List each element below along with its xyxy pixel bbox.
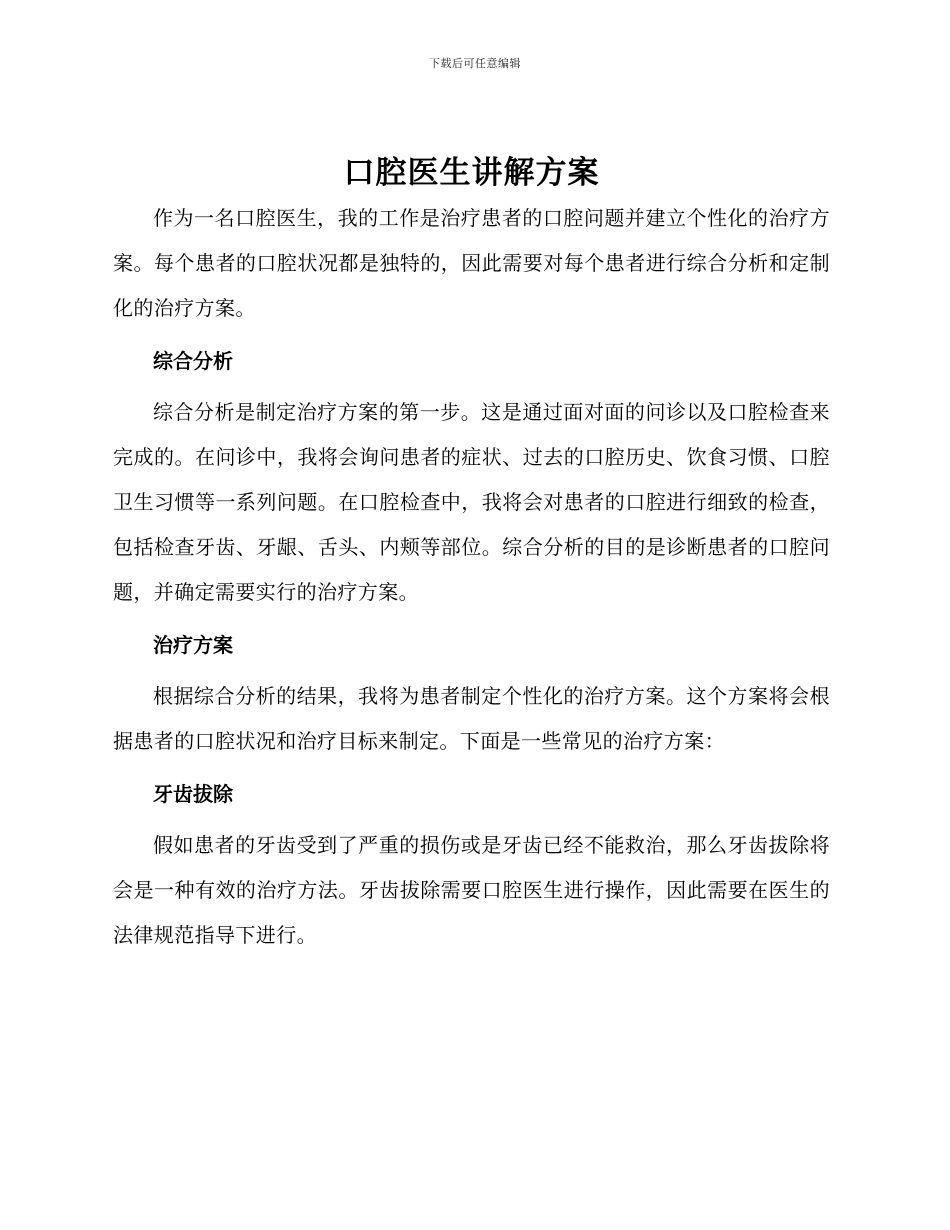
document-body [113, 150, 830, 958]
section-body-tooth-extraction: 假如患者的牙齿受到了严重的损伤或是牙齿已经不能救治，那么牙齿拔除将会是一种有效的治疗方法。牙齿拔除需要口腔医生进行操作，因此需要在医生的法律规范指导下进行。 [113, 833, 830, 947]
section-heading-treatment-plan: 治疗方案 [153, 633, 233, 657]
section-heading-analysis: 综合分析 [153, 349, 233, 373]
running-header: 下载后可任意编辑 [429, 57, 521, 70]
section-body-treatment-plan: 根据综合分析的结果，我将为患者制定个性化的治疗方案。这个方案将会根据患者的口腔状况和治疗目标来制定。下面是一些常见的治疗方案： [113, 684, 830, 753]
document-title: 口腔医生讲解方案 [343, 155, 600, 191]
section-heading-tooth-extraction: 牙齿拔除 [153, 782, 233, 806]
section-body-analysis: 综合分析是制定治疗方案的第一步。这是通过面对面的问诊以及口腔检查来完成的。在问诊中，我将会询问患者的症状、过去的口腔历史、饮食习惯、口腔卫生习惯等一系列问题。在口腔检查中，我将会对患者的口腔进行细致的检查，包括检查牙齿、牙龈、舌头、内颊等部位。综合分析的目的是诊断患者的口腔问题，并确定需要实行的治疗方案。 [113, 400, 830, 604]
intro-paragraph: 作为一名口腔医生，我的工作是治疗患者的口腔问题并建立个性化的治疗方案。每个患者的口腔状况都是独特的，因此需要对每个患者进行综合分析和定制化的治疗方案。 [113, 206, 830, 320]
